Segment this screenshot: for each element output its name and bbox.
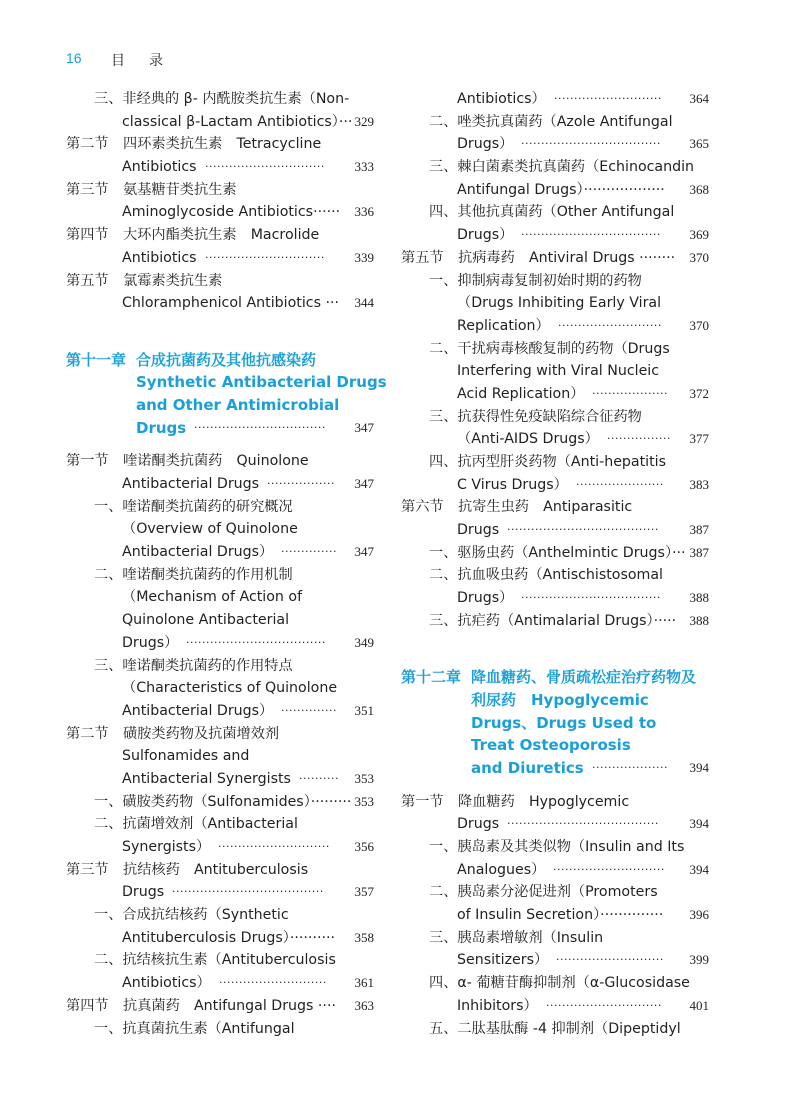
toc-label: 第一节 bbox=[66, 453, 109, 470]
toc-leader-dots: ································· bbox=[194, 420, 326, 434]
toc-section-line bbox=[66, 179, 374, 202]
toc-page-number: 377 bbox=[689, 431, 709, 447]
toc-leader-dots: ······································ bbox=[172, 885, 324, 899]
toc-entry-line bbox=[401, 927, 709, 950]
toc-entry-line bbox=[401, 995, 709, 1018]
spacer bbox=[401, 655, 709, 666]
toc-leader-dots: ······························ bbox=[205, 160, 325, 174]
toc-leader-dots: ·········· bbox=[299, 771, 339, 785]
toc-entry-text: 四、其他抗真菌药（Other Antifungal bbox=[429, 204, 675, 221]
toc-entry-text: 三、胰岛素增敏剂（Insulin bbox=[429, 929, 604, 946]
toc-entry-line bbox=[401, 904, 709, 927]
toc-entry-text: 二、抗血吸虫药（Antischistosomal bbox=[429, 567, 663, 584]
toc-page-number: 351 bbox=[354, 702, 374, 718]
toc-page-number: 349 bbox=[354, 634, 374, 650]
toc-page-number: 336 bbox=[354, 204, 374, 220]
toc-entry-line bbox=[66, 586, 374, 609]
toc-page-number: 388 bbox=[689, 612, 709, 628]
toc-entry-text: 喹诺酮类抗菌药 Quinolone bbox=[123, 453, 309, 470]
toc-entry-text: Drugs bbox=[457, 522, 500, 539]
toc-label: 第五节 bbox=[66, 272, 109, 289]
toc-entry-line bbox=[401, 179, 709, 202]
toc-entry-text: 三、喹诺酮类抗菌药的作用特点 bbox=[94, 657, 293, 674]
toc-leader-dots: ······················ bbox=[576, 477, 664, 491]
toc-leader-dots: ······························ bbox=[205, 250, 325, 264]
toc-entry-text: 抗寄生虫药 Antiparasitic bbox=[458, 499, 633, 516]
toc-page-number: 361 bbox=[354, 975, 374, 991]
toc-entry-text: Drugs、Drugs Used to bbox=[471, 713, 657, 732]
page-number: 16 bbox=[66, 50, 82, 66]
toc-entry-text: Antibiotics） bbox=[122, 975, 211, 992]
toc-entry-line bbox=[401, 292, 709, 315]
toc-chapter-line bbox=[401, 734, 709, 757]
toc-entry-text: （Drugs Inhibiting Early Viral bbox=[457, 295, 662, 312]
toc-entry-text: 氯霉素类抗生素 bbox=[123, 272, 223, 289]
toc-entry-line bbox=[401, 519, 709, 542]
toc-entry-text: 抗病毒药 Antiviral Drugs ········ bbox=[458, 249, 676, 266]
toc-page-number: 358 bbox=[354, 929, 374, 945]
toc-entry-text: 降血糖药 Hypoglycemic bbox=[458, 793, 630, 810]
toc-entry-text: 一、合成抗结核药（Synthetic bbox=[94, 907, 289, 924]
toc-page-number: 394 bbox=[689, 759, 709, 775]
toc-entry-text: （Overview of Quinolone bbox=[122, 521, 298, 538]
toc-section-line bbox=[66, 224, 374, 247]
toc-entry-line bbox=[401, 836, 709, 859]
toc-entry-line bbox=[401, 859, 709, 882]
toc-entry-line bbox=[66, 609, 374, 632]
toc-page-number: 347 bbox=[354, 419, 374, 435]
spacer bbox=[401, 780, 709, 791]
toc-page-number: 370 bbox=[689, 317, 709, 333]
toc-entry-line bbox=[401, 813, 709, 836]
toc-entry-text: 降血糖药、骨质疏松症治疗药物及 bbox=[471, 668, 697, 687]
toc-label: 第三节 bbox=[66, 181, 109, 198]
toc-page-number: 347 bbox=[354, 544, 374, 560]
toc-entry-text: Aminoglycoside Antibiotics······ bbox=[122, 204, 341, 221]
toc-entry-text: Drugs） bbox=[457, 590, 514, 607]
toc-entry-line bbox=[401, 949, 709, 972]
toc-entry-text: classical β-Lactam Antibiotics）··· bbox=[122, 113, 353, 130]
toc-leader-dots: ················· bbox=[267, 477, 335, 490]
toc-entry-line bbox=[66, 473, 374, 496]
toc-leader-dots: ················ bbox=[607, 432, 671, 446]
toc-leader-dots: ··························· bbox=[554, 92, 662, 105]
toc-page-number: 399 bbox=[689, 952, 709, 968]
toc-page-number: 364 bbox=[689, 91, 709, 106]
toc-entry-text: Antibacterial Drugs bbox=[122, 476, 260, 492]
toc-section-line bbox=[66, 859, 374, 882]
toc-page-number: 401 bbox=[689, 997, 709, 1013]
toc-page-number: 383 bbox=[689, 476, 709, 492]
toc-entry-text: C Virus Drugs） bbox=[457, 476, 568, 493]
toc-entry-line bbox=[401, 156, 709, 179]
toc-page-number: 387 bbox=[689, 522, 709, 538]
toc-entry-text: Treat Osteoporosis bbox=[471, 736, 631, 755]
toc-entry-line bbox=[66, 518, 374, 541]
toc-entry-text: Drugs bbox=[136, 418, 187, 437]
spacer bbox=[66, 338, 374, 349]
toc-leader-dots: ·························· bbox=[558, 318, 662, 332]
toc-entry-text: Synergists） bbox=[122, 839, 211, 855]
toc-entry-line bbox=[401, 360, 709, 383]
toc-entry-text: Drugs bbox=[457, 816, 500, 833]
toc-entry-text: 一、磺胺类药物（Sulfonamides）········· bbox=[94, 793, 352, 810]
toc-page-number: 344 bbox=[354, 295, 374, 311]
toc-section-line bbox=[66, 270, 374, 293]
toc-entry-line bbox=[401, 564, 709, 587]
toc-left-column bbox=[66, 88, 387, 1040]
toc-label: 第十二章 bbox=[401, 668, 462, 687]
toc-chapter-line bbox=[401, 689, 709, 712]
toc-section-line bbox=[401, 496, 709, 519]
toc-entry-text: Drugs） bbox=[457, 227, 514, 244]
toc-leader-dots: ··················· bbox=[592, 386, 668, 400]
toc-entry-text: Synthetic Antibacterial Drugs bbox=[136, 373, 387, 392]
toc-entry-text: （Characteristics of Quinolone bbox=[122, 680, 338, 697]
toc-leader-dots: ···························· bbox=[218, 840, 330, 853]
toc-entry-text: 三、棘白菌素类抗真菌药（Echinocandin bbox=[429, 159, 695, 176]
toc-page-number: 369 bbox=[689, 227, 709, 243]
toc-page-number: 329 bbox=[354, 113, 374, 129]
toc-leader-dots: ··································· bbox=[521, 591, 661, 605]
toc-entry-line bbox=[401, 474, 709, 497]
toc-entry-line bbox=[401, 881, 709, 904]
toc-entry-line bbox=[401, 451, 709, 474]
toc-entry-text: 磺胺类药物及抗菌增效剂 bbox=[123, 725, 280, 742]
toc-entry-line bbox=[401, 315, 709, 338]
toc-entry-text: Quinolone Antibacterial bbox=[122, 612, 290, 629]
toc-page-number: 394 bbox=[689, 861, 709, 877]
toc-entry-text: Antituberculosis Drugs）·········· bbox=[122, 929, 335, 946]
toc-entry-line bbox=[401, 587, 709, 610]
toc-entry-text: Antibiotics bbox=[122, 159, 197, 176]
toc-entry-line bbox=[401, 338, 709, 361]
toc-entry-text: 二、抗结核抗生素（Antituberculosis bbox=[94, 952, 336, 969]
toc-entry-text: 一、驱肠虫药（Anthelmintic Drugs）··· bbox=[429, 544, 686, 561]
toc-entry-text: Antibiotics bbox=[122, 249, 197, 266]
toc-entry-text: 二、喹诺酮类抗菌药的作用机制 bbox=[94, 566, 293, 583]
toc-entry-line bbox=[66, 541, 374, 564]
toc-label: 第四节 bbox=[66, 227, 109, 244]
toc-leader-dots: ··························· bbox=[219, 976, 327, 990]
page-header bbox=[66, 50, 187, 72]
toc-page-number: 333 bbox=[354, 159, 374, 175]
toc-entry-line bbox=[66, 156, 374, 179]
toc-leader-dots: ······································ bbox=[507, 523, 659, 537]
toc-entry-text: 二、抗菌增效剂（Antibacterial bbox=[94, 816, 298, 833]
toc-entry-text: （Mechanism of Action of bbox=[122, 589, 303, 606]
toc-entry-line bbox=[401, 1018, 709, 1041]
toc-section-line bbox=[401, 247, 709, 270]
toc-entry-line bbox=[401, 201, 709, 224]
toc-label: 第五节 bbox=[401, 249, 444, 266]
toc-entry-text: 一、喹诺酮类抗菌药的研究概况 bbox=[94, 498, 293, 515]
toc-section-line bbox=[66, 133, 374, 156]
toc-entry-line bbox=[401, 383, 709, 406]
toc-label: 第一节 bbox=[401, 793, 444, 810]
toc-entry-line bbox=[66, 791, 374, 814]
toc-entry-text: 一、抑制病毒复制初始时期的药物 bbox=[429, 272, 642, 289]
toc-entry-line bbox=[66, 881, 374, 904]
toc-entry-text: 一、胰岛素及其类似物（Insulin and Its bbox=[429, 839, 685, 855]
toc-entry-text: 一、抗真菌抗生素（Antifungal bbox=[94, 1020, 295, 1037]
toc-page-number: 368 bbox=[689, 181, 709, 197]
toc-entry-line bbox=[66, 972, 374, 995]
toc-entry-line bbox=[66, 813, 374, 836]
toc-leader-dots: ······································ bbox=[507, 817, 659, 831]
toc-entry-line bbox=[66, 88, 374, 111]
toc-entry-text: Interfering with Viral Nucleic bbox=[457, 363, 660, 380]
toc-entry-line bbox=[66, 496, 374, 519]
toc-page-number: 370 bbox=[689, 249, 709, 265]
toc-section-line bbox=[66, 995, 374, 1018]
toc-entry-text: and Other Antimicrobial bbox=[136, 395, 340, 414]
toc-entry-line bbox=[401, 270, 709, 293]
toc-entry-text: 三、抗疟药（Antimalarial Drugs）····· bbox=[429, 612, 677, 629]
toc-entry-line bbox=[66, 836, 374, 859]
toc-chapter-line bbox=[66, 371, 387, 394]
toc-entry-text: 二、胰岛素分泌促进剂（Promoters bbox=[429, 884, 658, 901]
toc-entry-text: of Insulin Secretion）·············· bbox=[457, 907, 664, 924]
toc-entry-text: 氨基糖苷类抗生素 bbox=[123, 181, 237, 198]
toc-chapter-line bbox=[401, 666, 709, 689]
toc-entry-line bbox=[401, 111, 709, 134]
toc-entry-line bbox=[401, 428, 709, 451]
toc-entry-text: 五、二肽基肽酶 -4 抑制剂（Dipeptidyl bbox=[429, 1020, 681, 1037]
toc-leader-dots: ·············· bbox=[281, 545, 337, 559]
toc-right-column bbox=[401, 88, 709, 1040]
toc-entry-line bbox=[66, 247, 374, 270]
toc-entry-line bbox=[66, 292, 374, 315]
toc-entry-text: 四、α- 葡糖苷酶抑制剂（α-Glucosidase bbox=[429, 975, 690, 992]
toc-entry-line bbox=[66, 927, 374, 950]
toc-entry-line bbox=[66, 1018, 374, 1041]
toc-entry-text: Drugs bbox=[122, 884, 165, 901]
toc-entry-text: and Diuretics bbox=[471, 758, 584, 777]
toc-entry-line bbox=[66, 201, 374, 224]
toc-page-number: 353 bbox=[354, 770, 374, 786]
spacer bbox=[66, 439, 374, 450]
toc-entry-line bbox=[401, 224, 709, 247]
toc-label: 第六节 bbox=[401, 499, 444, 516]
toc-entry-text: Drugs） bbox=[122, 634, 179, 651]
toc-entry-text: 利尿药 Hypoglycemic bbox=[471, 690, 649, 709]
toc-page-number: 388 bbox=[689, 590, 709, 606]
toc-entry-text: 三、抗获得性免疫缺陷综合征药物 bbox=[429, 408, 642, 425]
toc-entry-text: 四、抗丙型肝炎药物（Anti-hepatitis bbox=[429, 454, 667, 470]
toc-entry-text: Antibacterial Synergists bbox=[122, 770, 291, 787]
toc-label: 第二节 bbox=[66, 136, 109, 153]
toc-entry-text: 抗真菌药 Antifungal Drugs ···· bbox=[123, 997, 336, 1014]
toc-chapter-line bbox=[66, 349, 374, 372]
toc-leader-dots: ··················· bbox=[592, 760, 668, 774]
toc-page-number: 365 bbox=[689, 136, 709, 152]
toc-page-number: 347 bbox=[354, 476, 374, 491]
toc-entry-text: 抗结核药 Antituberculosis bbox=[123, 861, 309, 878]
page-title: 目录 bbox=[111, 53, 187, 69]
toc-entry-line bbox=[66, 677, 374, 700]
toc-entry-line bbox=[401, 88, 709, 111]
toc-entry-text: 四环素类抗生素 Tetracycline bbox=[123, 136, 322, 153]
toc-entry-text: Sulfonamides and bbox=[122, 748, 250, 765]
toc-leader-dots: ··································· bbox=[521, 228, 661, 242]
toc-leader-dots: ··························· bbox=[556, 953, 664, 967]
toc-chapter-line bbox=[401, 712, 709, 735]
toc-entry-text: 二、干扰病毒核酸复制的药物（Drugs bbox=[429, 340, 670, 357]
toc-entry-text: 三、非经典的 β- 内酰胺类抗生素（Non- bbox=[94, 91, 350, 107]
toc-entry-line bbox=[66, 949, 374, 972]
toc-label: 第二节 bbox=[66, 725, 109, 742]
toc-entry-line bbox=[401, 133, 709, 156]
toc-entry-text: Antibacterial Drugs） bbox=[122, 702, 274, 719]
toc-leader-dots: ··································· bbox=[186, 635, 326, 649]
toc-entry-text: Chloramphenicol Antibiotics ··· bbox=[122, 295, 340, 312]
toc-entry-line bbox=[401, 542, 709, 565]
toc-entry-text: Inhibitors） bbox=[457, 997, 538, 1014]
toc-entry-text: Acid Replication） bbox=[457, 385, 585, 402]
toc-entry-line bbox=[401, 972, 709, 995]
toc-page-number: 363 bbox=[354, 997, 374, 1013]
toc-entry-line bbox=[66, 655, 374, 678]
toc-page-number: 396 bbox=[689, 907, 709, 923]
toc-leader-dots: ·············· bbox=[281, 703, 337, 717]
toc-entry-text: Analogues） bbox=[457, 861, 546, 878]
toc-entry-line bbox=[66, 904, 374, 927]
toc-entry-line bbox=[401, 406, 709, 429]
toc-section-line bbox=[66, 723, 374, 746]
spacer bbox=[401, 633, 709, 656]
toc-page-number: 339 bbox=[354, 249, 374, 265]
toc-leader-dots: ····························· bbox=[546, 998, 662, 1012]
toc-entry-line bbox=[401, 610, 709, 633]
toc-entry-text: Antibacterial Drugs） bbox=[122, 544, 274, 561]
toc-page-number: 357 bbox=[354, 884, 374, 900]
toc-entry-text: Antifungal Drugs）·················· bbox=[457, 181, 665, 198]
toc-entry-line bbox=[66, 700, 374, 723]
toc-entry-text: Antibiotics） bbox=[457, 91, 546, 107]
toc-chapter-line bbox=[66, 417, 374, 440]
toc-label: 第四节 bbox=[66, 997, 109, 1014]
toc-entry-line bbox=[66, 111, 374, 134]
toc-leader-dots: ···························· bbox=[553, 862, 665, 876]
toc-label: 第三节 bbox=[66, 861, 109, 878]
toc-label: 第十一章 bbox=[66, 350, 127, 369]
toc-entry-line bbox=[66, 632, 374, 655]
toc-entry-text: Sensitizers） bbox=[457, 952, 549, 969]
toc-section-line bbox=[401, 791, 709, 814]
toc-chapter-line bbox=[66, 394, 374, 417]
toc-page-number: 356 bbox=[354, 839, 374, 854]
toc-page-number: 394 bbox=[689, 816, 709, 832]
toc-page-number: 387 bbox=[689, 544, 709, 560]
toc-entry-text: 大环内酯类抗生素 Macrolide bbox=[123, 227, 320, 244]
toc-entry-text: （Anti-AIDS Drugs） bbox=[457, 431, 599, 448]
toc-entry-text: Drugs） bbox=[457, 136, 514, 153]
toc-page-number: 353 bbox=[354, 793, 374, 809]
toc-entry-line bbox=[66, 768, 374, 791]
toc-entry-line bbox=[66, 564, 374, 587]
toc-page-number: 372 bbox=[689, 385, 709, 401]
toc-entry-text: 二、唑类抗真菌药（Azole Antifungal bbox=[429, 113, 673, 130]
toc-entry-text: 合成抗菌药及其他抗感染药 bbox=[136, 350, 317, 369]
toc-chapter-line bbox=[401, 757, 709, 780]
toc-leader-dots: ··································· bbox=[521, 137, 661, 151]
spacer bbox=[66, 315, 374, 338]
toc-entry-line bbox=[66, 745, 374, 768]
toc-section-line bbox=[66, 450, 374, 473]
toc-entry-text: Replication） bbox=[457, 317, 550, 334]
